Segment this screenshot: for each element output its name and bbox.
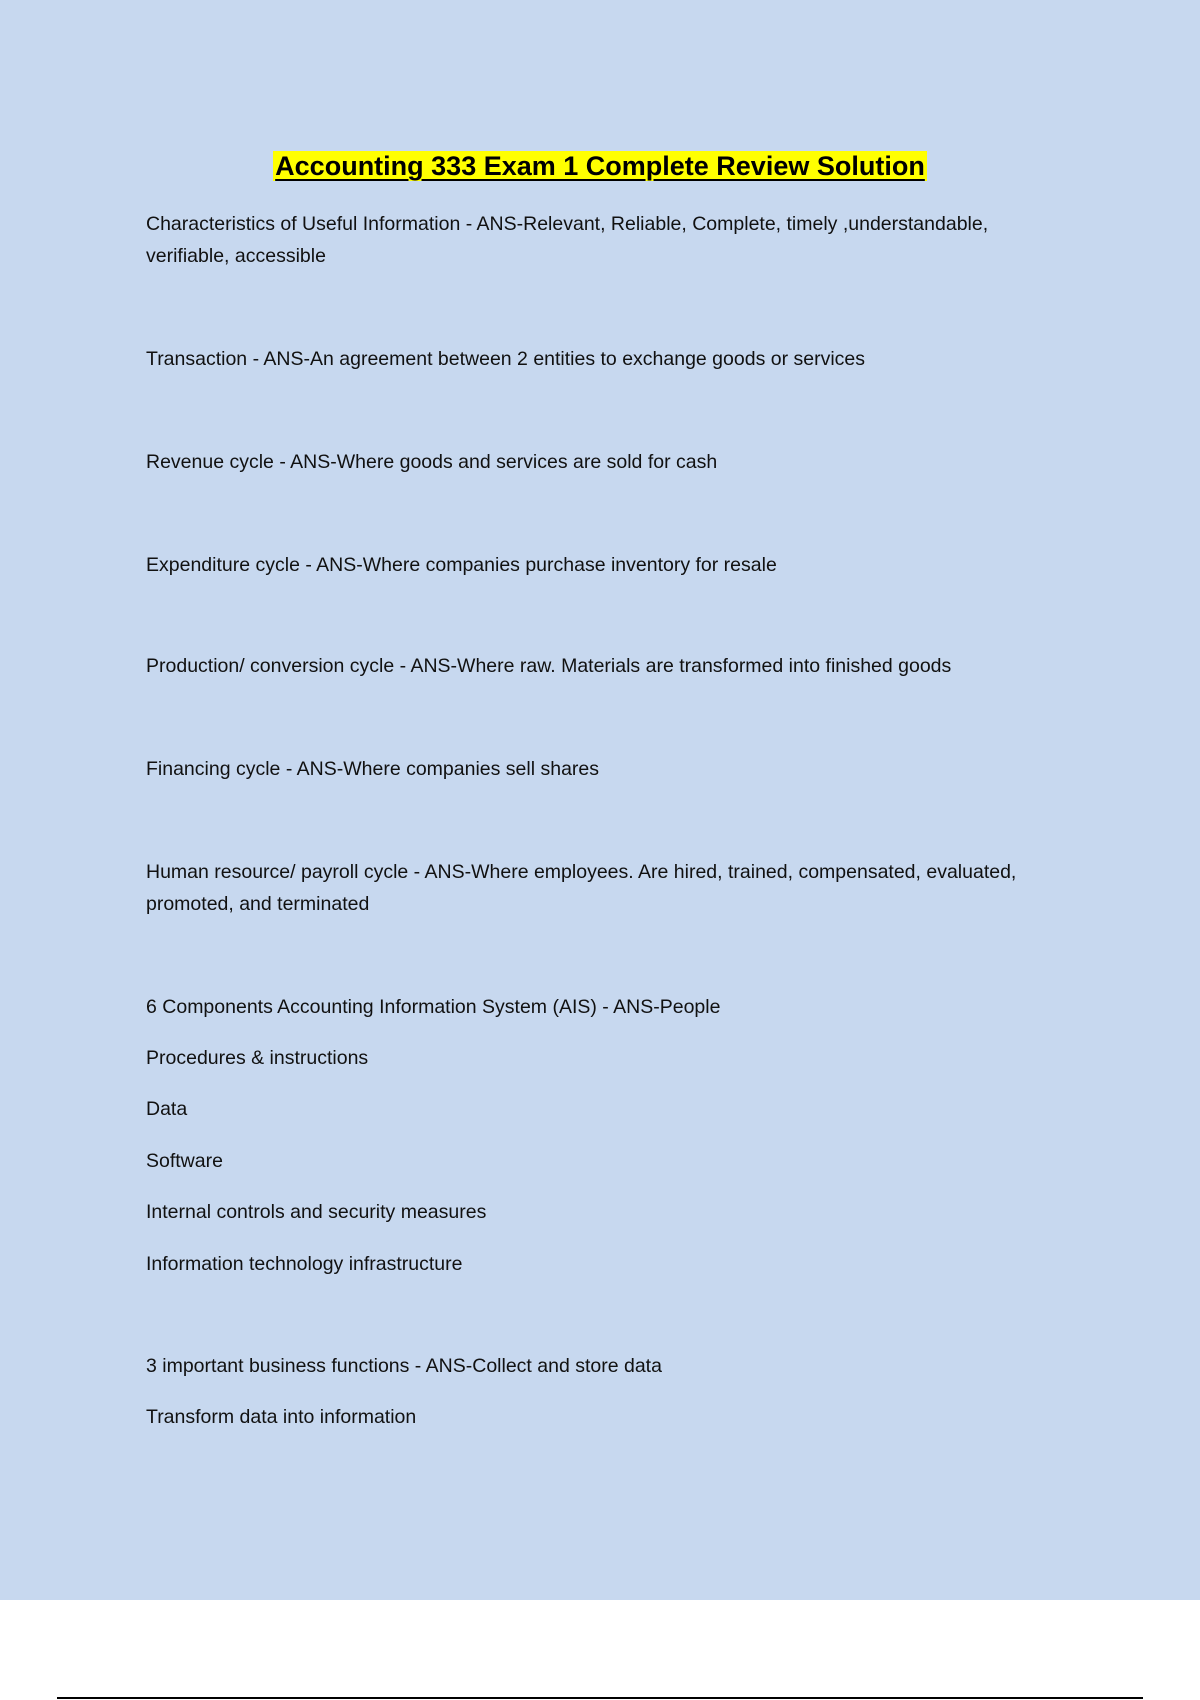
text-line: Data (146, 1098, 188, 1120)
text-line: Transaction - ANS-An agreement between 2 entities to exchange goods or services (146, 348, 866, 370)
text-line: Procedures & instructions (146, 1047, 369, 1069)
text-line: verifiable, accessible (146, 245, 326, 267)
text-line: Financing cycle - ANS-Where companies sell shares (146, 758, 600, 780)
text-line: 6 Components Accounting Information System (AIS) - ANS-People (146, 996, 721, 1018)
text-line: promoted, and terminated (146, 893, 370, 915)
text-line: Revenue cycle - ANS-Where goods and services are sold for cash (146, 451, 718, 473)
footer-divider (57, 1697, 1143, 1699)
text-line: Expenditure cycle - ANS-Where companies purchase inventory for resale (146, 554, 777, 576)
text-line: Production/ conversion cycle - ANS-Where raw. Materials are transformed into finished goods (146, 655, 952, 677)
text-line: 3 important business functions - ANS-Collect and store data (146, 1355, 662, 1377)
text-line: Information technology infrastructure (146, 1253, 463, 1275)
document-title: Accounting 333 Exam 1 Complete Review Solution (275, 151, 925, 181)
text-line: Human resource/ payroll cycle - ANS-Where employees. Are hired, trained, compensated, evaluated, (146, 861, 1017, 883)
text-line: Transform data into information (146, 1406, 417, 1428)
text-line: Characteristics of Useful Information - ANS-Relevant, Reliable, Complete, timely ,understandable, (146, 213, 989, 235)
text-line: Internal controls and security measures (146, 1201, 487, 1223)
text-line: Software (146, 1150, 223, 1172)
